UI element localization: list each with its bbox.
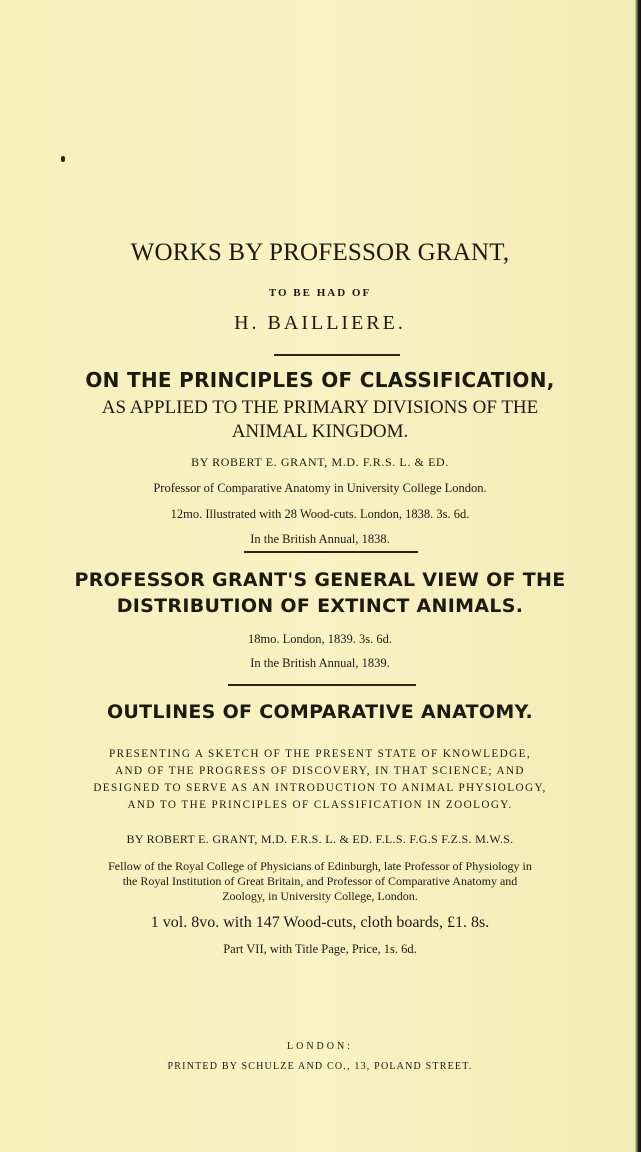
- work2-title-line1: PROFESSOR GRANT'S GENERAL VIEW OF THE: [74, 569, 566, 591]
- work3-fellow-line: Fellow of the Royal College of Physicians of Edinburgh, late Professor of Physiology in: [108, 859, 532, 873]
- work2-imprint: 18mo. London, 1839. 3s. 6d.: [247, 632, 393, 646]
- page-edge-shadow: [635, 0, 641, 1152]
- footer-city: LONDON:: [287, 1041, 353, 1052]
- ink-speck: [61, 156, 65, 162]
- work3-part: Part VII, with Title Page, Price, 1s. 6d.: [223, 942, 417, 956]
- work3-volume: 1 vol. 8vo. with 147 Wood-cuts, cloth boards, £1. 8s.: [150, 914, 490, 931]
- work2-annual: In the British Annual, 1839.: [250, 656, 390, 670]
- work3-fellow-line: the Royal Institution of Great Britain, and Professor of Comparative Anatomy and: [122, 874, 518, 888]
- work3-title: OUTLINES OF COMPARATIVE ANATOMY.: [106, 701, 533, 723]
- work1-subtitle-line2: ANIMAL KINGDOM.: [231, 421, 409, 442]
- work1-position: Professor of Comparative Anatomy in University College London.: [153, 481, 487, 495]
- work1-title: ON THE PRINCIPLES OF CLASSIFICATION,: [85, 368, 555, 392]
- work1-subtitle-line1: AS APPLIED TO THE PRIMARY DIVISIONS OF THE: [101, 397, 539, 418]
- work1-author: BY ROBERT E. GRANT, M.D. F.R.S. L. & ED.: [191, 455, 449, 469]
- work3-author: BY ROBERT E. GRANT, M.D. F.R.S. L. & ED. F.L.S. F.G.S F.Z.S. M.W.S.: [126, 832, 514, 846]
- work3-description-line: DESIGNED TO SERVE AS AN INTRODUCTION TO ANIMAL PHYSIOLOGY,: [93, 782, 547, 794]
- page-subtitle: TO BE HAD OF: [268, 287, 372, 299]
- footer-printer: PRINTED BY SCHULZE AND CO., 13, POLAND STREET.: [167, 1061, 473, 1072]
- work3-description-line: AND TO THE PRINCIPLES OF CLASSIFICATION IN ZOOLOGY.: [127, 799, 513, 811]
- work3-fellow-line: Zoology, in University College, London.: [222, 889, 418, 903]
- divider: [244, 551, 418, 553]
- work1-imprint: 12mo. Illustrated with 28 Wood-cuts. London, 1838. 3s. 6d.: [170, 507, 470, 521]
- divider: [228, 684, 416, 686]
- work1-annual: In the British Annual, 1838.: [250, 532, 390, 546]
- work2-title-line2: DISTRIBUTION OF EXTINCT ANIMALS.: [116, 595, 524, 617]
- page-title: WORKS BY PROFESSOR GRANT,: [130, 239, 510, 266]
- publisher-name: H. BAILLIERE.: [234, 312, 406, 334]
- work3-description-line: PRESENTING A SKETCH OF THE PRESENT STATE OF KNOWLEDGE,: [108, 748, 532, 760]
- work3-description-line: AND OF THE PROGRESS OF DISCOVERY, IN THAT SCIENCE; AND: [115, 765, 525, 777]
- divider: [274, 354, 400, 356]
